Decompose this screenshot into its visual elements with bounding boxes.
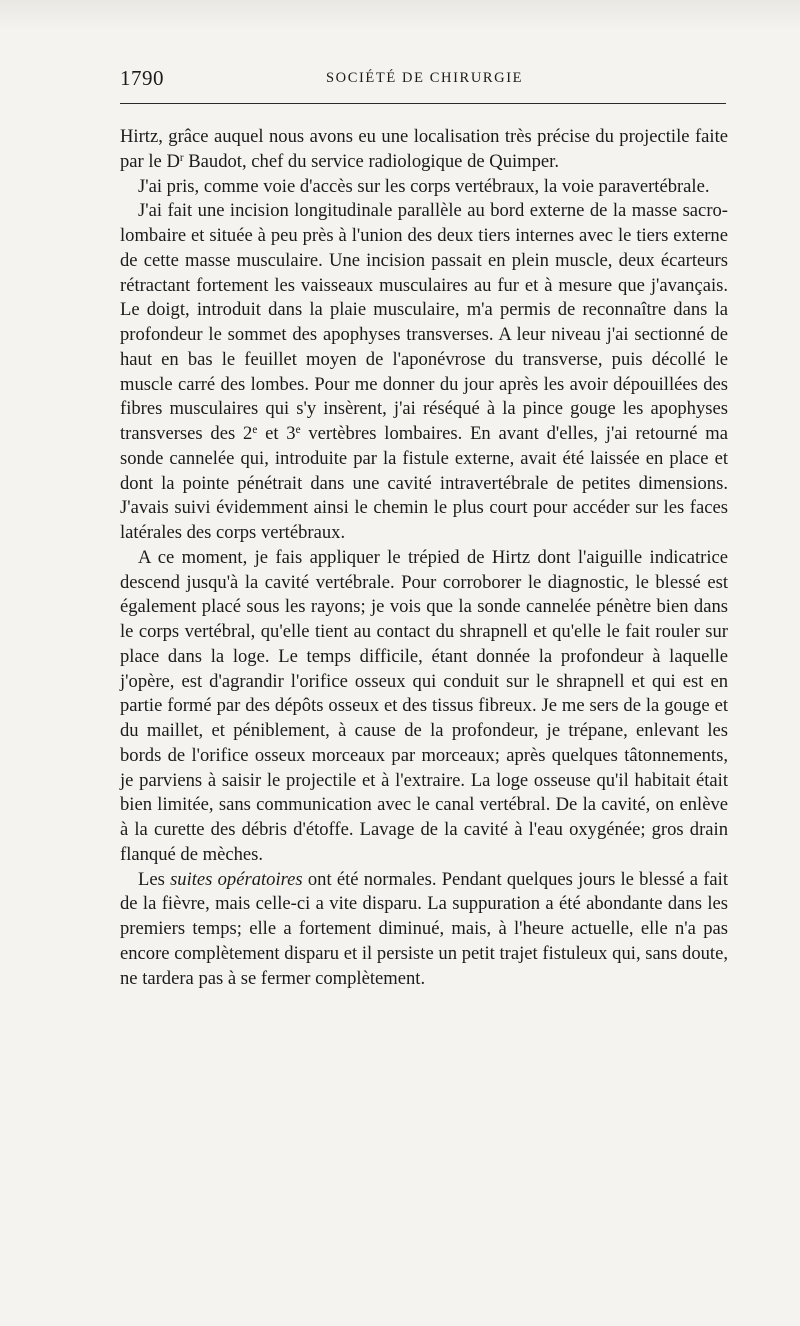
paragraph-incision: J'ai fait une incision longitudinale parallèle au bord externe de la masse sacro-lombaire et située à peu près à l'union des deux tiers internes avec le tiers externe de cette masse musculaire. Une incision passait en plein muscle, deux écarteurs rétractant fortement les vaisseaux musculaires au fur et à mesure que j'avançais. Le doigt, introduit dans la plaie musculaire, m'a permis de reconnaître dans la profondeur le sommet des apophyses transverses. A leur niveau j'ai sectionné de haut en bas le feuillet moyen de l'aponévrose du transverse, puis décollé le muscle carré des lombes. Pour me donner du jour après les avoir dépouillées des fibres musculaires qui s'y insèrent, j'ai réséqué à la pince gouge les apophyses transverses des 2e et 3e vertèbres lombaires. En avant d'elles, j'ai retourné ma sonde cannelée qui, introduite par la fistule externe, avait été laissée en place et dont la pointe pénétrait dans une cavité intravertébrale de petites dimensions. J'avais suivi évidemment ainsi le chemin le plus court pour accéder sur les faces latérales des corps vertébraux. <box>120 200 728 543</box>
body-text <box>120 125 728 991</box>
paragraph-continued: Hirtz, grâce auquel nous avons eu une localisation très précise du projectile faite par le $D^r$ Baudot, chef du service radiologique de Quimper. <box>120 126 728 172</box>
paragraph-approach: J'ai pris, comme voie d'accès sur les corps vertébraux, la voie paravertébrale. <box>138 175 710 197</box>
running-title: SOCIÉTÉ DE CHIRURGIE <box>326 70 524 86</box>
header-rule <box>120 103 726 104</box>
paragraph-extraction: A ce moment, je fais appliquer le trépied de Hirtz dont l'aiguille indicatrice descend jusqu'à la cavité vertébrale. Pour corroborer le diagnostic, le blessé est également placé sous les rayons; je vois que la sonde cannelée pénètre bien dans le corps vertébral, qu'elle tient au contact du shrapnell et qu'elle le fait rouler sur place dans la loge. Le temps difficile, étant donnée la profondeur à laquelle j'opère, est d'agrandir l'orifice osseux qui conduit sur le shrapnell et qui est en partie formé par des dépôts osseux et des tissus fibreux. Je me sers de la gouge et du maillet, et péniblement, à cause de la profondeur, je trépane, enlevant les bords de l'orifice osseux morceaux par morceaux; après quelques tâtonnements, je parviens à saisir le projectile et à l'extraire. La loge osseuse qu'il habitait était bien limitée, sans communication avec le canal vertébral. De la cavité, on enlève à la curette des débris d'étoffe. Lavage de la cavité à l'eau oxygénée; gros drain flanqué de mèches. <box>120 546 728 865</box>
page-number: 1790 <box>120 66 164 90</box>
page-header <box>120 66 726 92</box>
paragraph-postoperative: Les suites opératoires ont été normales. Pendant quelques jours le blessé a fait de la fièvre, mais celle-ci a vite disparu. La suppuration a été abondante dans les premiers temps; elle a fortement diminué, mais, à l'heure actuelle, elle n'a pas encore complètement disparu et il persiste un petit trajet fistuleux qui, sans doute, ne tardera pas à se fermer complètement. <box>120 868 729 989</box>
